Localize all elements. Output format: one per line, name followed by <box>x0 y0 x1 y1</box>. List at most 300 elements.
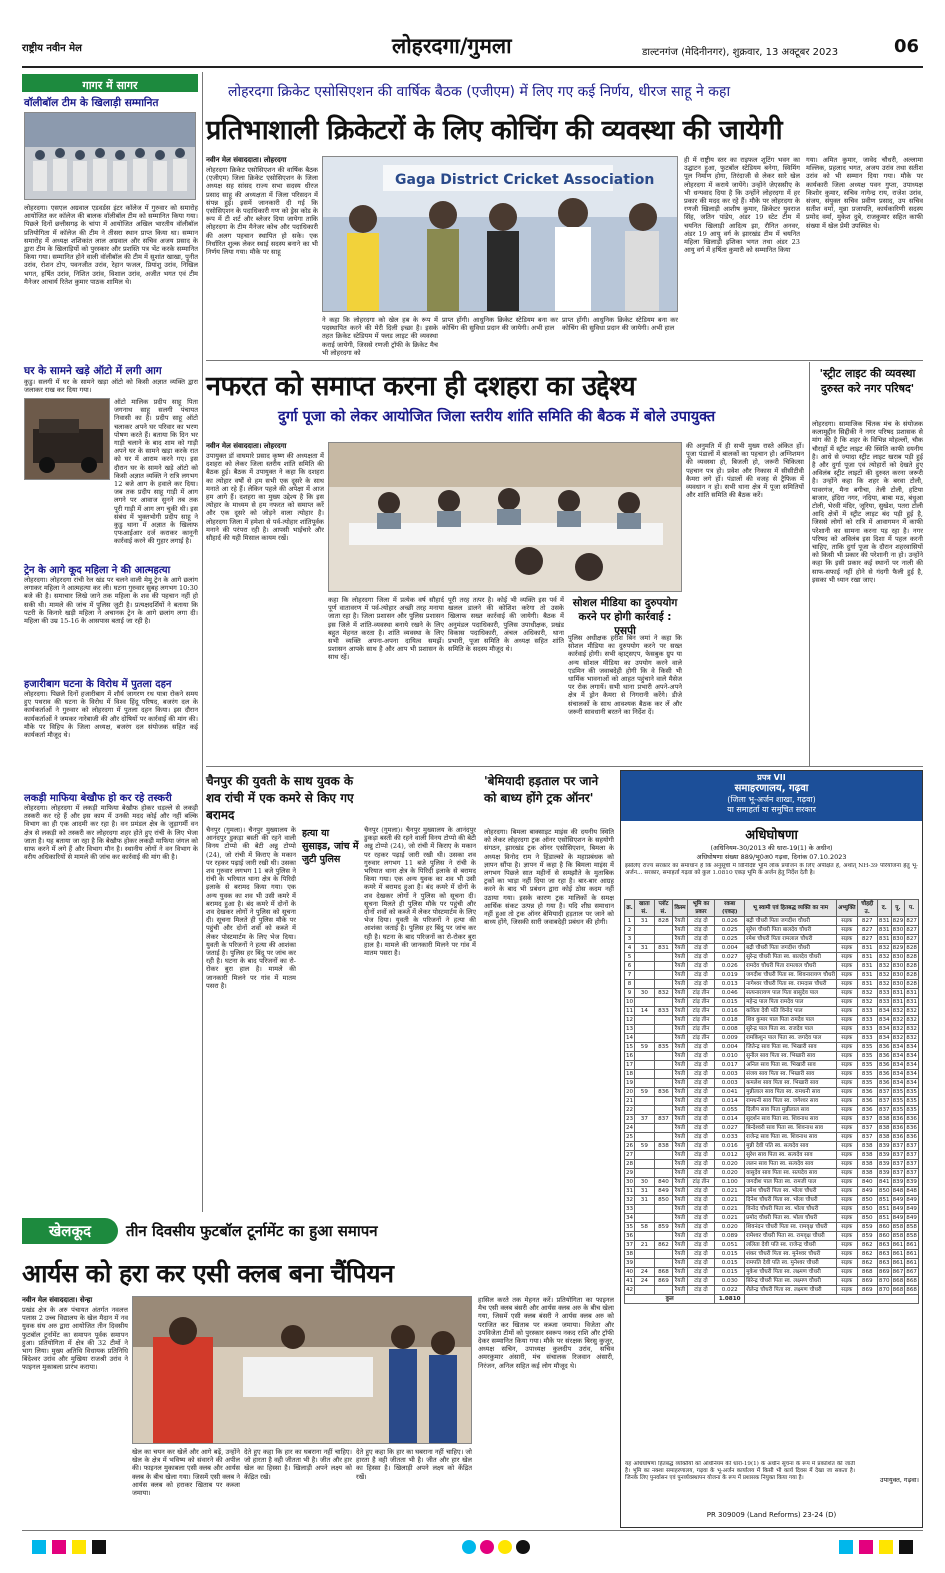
table-cell: 0.003 <box>715 1079 745 1088</box>
table-cell <box>635 1070 654 1079</box>
table-cell: टांड़ दो <box>687 962 715 971</box>
lead-kicker: लोहरदगा क्रिकेट एसोसिएशन की वार्षिक बैठक (एजीएम) में लिए गए कई निर्णय, धीरज साहू ने कहा <box>228 84 731 100</box>
table-cell: रैयती <box>673 944 687 953</box>
table-cell: 0.022 <box>715 1286 745 1295</box>
table-cell: 839 <box>878 1170 890 1176</box>
table-cell: 42 <box>626 1287 634 1293</box>
table-cell: 835 <box>857 1079 877 1088</box>
table-cell: 827 <box>857 926 877 935</box>
table-cell: 835 <box>654 1043 673 1052</box>
table-row <box>625 926 919 935</box>
table-row <box>625 1088 919 1097</box>
table-cell: 0.100 <box>715 1178 745 1187</box>
table-cell: 831 <box>878 936 890 942</box>
table-cell <box>635 1232 654 1241</box>
table-cell: 836 <box>878 1062 890 1068</box>
table-cell: ललिता देवी पति स्व. राजेन्द्र चौधरी <box>745 1241 837 1250</box>
table-cell: 21 <box>635 1241 654 1250</box>
table-cell: रैयती <box>673 1142 687 1151</box>
chainpur-body-a: चैनपुर (गुमला)। चैनपुर मुख्यालय के आनंदपुर डुकड़ा बस्ती की रहने वाली विनय टोप्पो की बेटी अन्नु टोप्पो (24), जो रांची में किराए के मकान पर रहकर पढ़ाई जारी रखी थी। उसका शव गुरुवार लगभग 11 बजे पुलिस ने रांची के भरियात थाना क्षेत्र के पिरिदी इलाके से बरामद किया गया। एक अन्य युवक का शव भी उसी कमरे में बरामद हुआ है। बंद कमरे में दोनों के शव देखकर लोगों ने पुलिस को सूचना दी। सूचना मिलते ही पुलिस मौके पर पहुंची और दोनों शवों को कब्जे में लेकर पोस्टमार्टम के लिए भेज दिया। युवती के परिजनों ने हत्या की आशंका जताई है। पुलिस हर बिंदु पर जांच कर रही है। घटना के बाद परिजनों का रो-रोकर बुरा हाल है। मामले की जानकारी मिलने पर गांव में मातम पसरा है। <box>206 826 296 990</box>
notice-col-header: प. <box>905 900 919 917</box>
table-cell: 868 <box>857 1268 877 1277</box>
table-cell: 830 <box>892 927 904 933</box>
table-cell: मुकेश चौधरी पिता स्व. लक्ष्मण चौधरी <box>745 1268 837 1277</box>
table-cell: 59 <box>635 1142 654 1151</box>
dussehra-photo <box>328 442 682 592</box>
table-cell: 23 <box>626 1116 634 1122</box>
table-cell: 831 <box>654 944 673 953</box>
table-cell: 837 <box>654 1115 673 1124</box>
table-cell: सड़क <box>837 1151 857 1160</box>
table-cell: 28 <box>626 1161 634 1167</box>
table-cell: टांड़ तीन <box>687 989 715 998</box>
table-cell: टांड़ दो <box>687 1070 715 1079</box>
table-cell: 0.018 <box>715 1016 745 1025</box>
table-cell: 850 <box>857 1214 877 1223</box>
table-cell: 837 <box>892 1170 904 1176</box>
table-row <box>625 1259 919 1268</box>
table-cell: रामकिशुन पाल पिता स्व. जगदेव पाल <box>745 1034 837 1043</box>
table-cell: 0.016 <box>715 1007 745 1016</box>
table-cell: 834 <box>878 1026 890 1032</box>
table-cell: 839 <box>878 1152 890 1158</box>
dussehra-col3: पूरी तरह तत्पर है। कोई भी व्यक्ति इस पर्व में खलल डालने की कोशिश करेगा तो उसके खिलाफ सख्त कार्रवाई की जायेगी। बैठक में अनुमंडल पदाधिकारी, पुलिस उपाधीक्षक, प्रखंड विकास पदाधिकारी, अंचल अधिकारी, थाना प्रभारी, पूजा समिति के अध्यक्ष सहित शांति समिति के सदस्य मौजूद थे। <box>448 596 564 654</box>
table-cell: 0.021 <box>715 1214 745 1223</box>
table-cell: रैयती <box>673 1169 687 1178</box>
sports-byline: नवीन मेल संवाददाता। सेन्हा <box>22 1296 93 1304</box>
table-cell <box>654 1286 673 1295</box>
table-cell: 9 <box>625 989 635 998</box>
table-cell: 859 <box>654 1223 673 1232</box>
table-cell: सड़क <box>837 953 857 962</box>
table-cell: 827 <box>857 917 877 926</box>
dussehra-right-rule <box>809 362 810 766</box>
table-cell: 0.004 <box>715 1043 745 1052</box>
table-cell: 0.015 <box>715 1259 745 1268</box>
table-cell: 0.003 <box>715 1070 745 1079</box>
table-cell: 869 <box>857 1286 877 1295</box>
table-cell: 831 <box>892 990 904 996</box>
table-cell: 13 <box>626 1026 634 1032</box>
table-cell: सड़क <box>837 1097 857 1106</box>
table-cell <box>635 1061 654 1070</box>
table-cell: 832 <box>906 1008 917 1014</box>
table-row <box>625 1277 919 1286</box>
table-cell: टांड़ दो <box>687 1241 715 1250</box>
sports-label: खेलकूद <box>49 1222 91 1240</box>
sports-col2: खेल का चयन कर खेलें और आगे बढ़ें, उन्होंने खेल के क्षेत्र में भविष्य को संवारने की अपील की। फाइनल मुकाबला एसी क्लब और आर्यस क्लब के बीच खेला गया। जिसमें एसी क्लब ने आर्यस क्लब को हराकर खिताब पर कब्जा जमाया। <box>132 1448 240 1498</box>
table-cell: रैयती <box>673 917 687 926</box>
table-cell: 30 <box>635 989 654 998</box>
table-cell: जितेन्द्र साव पिता स्व. भिखारी साव <box>745 1043 837 1052</box>
table-cell: प्रमोद चौधरी पिता स्व. भोला चौधरी <box>745 1214 837 1223</box>
table-cell <box>635 998 654 1007</box>
lead-col1: लोहरदगा क्रिकेट एसोसिएशन की वार्षिक बैठक (एजीएम) जिला क्रिकेट एसोसिएशन के जिला अध्यक्ष सह सांसद राज्य सभा सदस्य धीरज प्रसाद साहू की अध्यक्षता में जिला परिसदन में संपन्न हुई। इसमें जानकारी दी गई कि एसोसिएशन के पदाधिकारी गण को ड्रेस कोड के रूप में टी शर्ट और ब्लेजर दिया जायेगा ताकि लोहरदगा के टीम मैनेजर कोच और पदाधिकारी की अलग पहचान स्थापित हो सके। एक निर्धारित शुल्क लेकर स्थाई सदस्य बनाने का भी निर्णय लिया गया। मौके पर साहू <box>206 166 318 257</box>
table-cell: 834 <box>892 1071 904 1077</box>
table-cell: 834 <box>906 1044 917 1050</box>
left-column <box>22 70 198 1210</box>
table-cell: 836 <box>906 1125 917 1131</box>
table-cell: टांड़ दो <box>687 926 715 935</box>
table-cell <box>654 1214 673 1223</box>
table-cell: 838 <box>857 1169 877 1178</box>
table-cell: 830 <box>892 972 904 978</box>
table-cell: टांड़ दो <box>687 1250 715 1259</box>
story5-body: लोहरदगा। लोहरदगा में लकड़ी माफिया बेखौफ होकर धड़ल्ले से लकड़ी तस्करी कर रहे हैं और इस काम में उनकी मदद कोई और नहीं बल्कि विभाग का ही एक आदमी कर रहा है। वन प्रमंडल क्षेत्र के जुड़ागर्मी वन क्षेत्र से लकड़ी को तस्करी कर लोहरदगा शहर होते हुए रांची के लिए भेजा जाता है। यह बताया जा रहा है कि बेखौफ होकर लकड़ी माफिया जंगल को साफ करने में लगे हैं और विभाग मौन है। स्थानीय लोगों ने वन विभाग के वरीय अधिकारियों से मामले की जांच कर कार्रवाई की मांग की है। <box>24 804 198 862</box>
table-cell: 35 <box>626 1224 634 1230</box>
table-cell: सड़क <box>837 917 857 926</box>
table-cell: 24 <box>626 1125 634 1131</box>
lead-photo-art <box>323 157 678 312</box>
table-cell: सड़क <box>837 989 857 998</box>
table-cell: सड़क <box>837 980 857 989</box>
table-cell: रैयती <box>673 953 687 962</box>
sports-col3b: देते हुए कहा कि हार का घबराना नहीं चाहिए। जो हारता है वही जीतता भी है। जीत और हार खेल का हिस्सा है। खिलाड़ी अपने लक्ष्य को केंद्रित रखें। <box>356 1448 472 1481</box>
table-cell: 835 <box>857 1052 877 1061</box>
brand-logo <box>22 36 112 58</box>
table-cell: 12 <box>626 1017 634 1023</box>
table-cell: 828 <box>906 981 917 987</box>
table-cell: महेन्द्र पाल पिता रामदेव पाल <box>745 998 837 1007</box>
table-cell: 834 <box>892 1062 904 1068</box>
streetlight-story <box>812 362 923 766</box>
table-cell: रैयती <box>673 1196 687 1205</box>
table-cell <box>635 1160 654 1169</box>
table-cell: ललन साव पिता स्व. सत्यदेव साव <box>745 1160 837 1169</box>
table-cell: टांड़ तीन <box>687 1025 715 1034</box>
table-cell: 0.014 <box>715 1097 745 1106</box>
table-cell: 0.020 <box>715 1223 745 1232</box>
left-banner-label: गागर में सागर <box>82 79 138 92</box>
table-cell: 836 <box>892 1116 904 1122</box>
table-cell <box>654 1106 673 1115</box>
table-cell <box>635 926 654 935</box>
table-row <box>625 1025 919 1034</box>
table-cell: टांड़ दो <box>687 1187 715 1196</box>
table-cell: 859 <box>857 1232 877 1241</box>
table-cell <box>635 962 654 971</box>
sports-banner <box>22 1218 462 1244</box>
table-cell: 11 <box>626 1008 634 1014</box>
table-cell: 31 <box>626 1188 634 1194</box>
table-cell: मुन्नीलाल साव पिता स्व. रामधनी साव <box>745 1088 837 1097</box>
table-cell <box>635 1124 654 1133</box>
table-cell: सड़क <box>837 1178 857 1187</box>
table-cell: 850 <box>654 1196 673 1205</box>
lead-bottom-rule <box>206 360 923 361</box>
table-cell: रामपति देवी पति स्व. मुनेश्वर चौधरी <box>745 1259 837 1268</box>
table-cell: 836 <box>857 1097 877 1106</box>
table-cell: सड़क <box>837 1124 857 1133</box>
table-cell <box>654 1151 673 1160</box>
table-cell: 32 <box>626 1197 634 1203</box>
notice-subtitle2: अधिघोषणा संख्या 889/भू0अ0 गढ़वा, दिनांक 07.10.2023 <box>696 853 847 861</box>
table-cell: रैयती <box>673 1034 687 1043</box>
notice-table-body <box>625 917 919 1304</box>
table-cell: रैयती <box>673 1097 687 1106</box>
table-cell: रमेश चौधरी पिता रामलाल चौधरी <box>745 935 837 944</box>
table-cell: 867 <box>892 1269 904 1275</box>
table-cell: जगदीश पाल पिता स्व. रामजी पाल <box>745 1178 837 1187</box>
table-cell: रैयती <box>673 1151 687 1160</box>
table-cell: सड़क <box>837 926 857 935</box>
table-row <box>625 1205 919 1214</box>
table-cell: 839 <box>878 1161 890 1167</box>
table-cell: 22 <box>626 1107 634 1113</box>
table-cell: 836 <box>857 1106 877 1115</box>
streetlight-headline: 'स्ट्रीट लाइट की व्यवस्था दुरुस्त करे नगर परिषद' <box>819 367 916 395</box>
social-media-box <box>568 596 682 758</box>
table-cell: रैयती <box>673 1124 687 1133</box>
table-cell: 0.027 <box>715 953 745 962</box>
table-cell: 836 <box>892 1134 904 1140</box>
table-cell: रैयती <box>673 1223 687 1232</box>
table-cell: सड़क <box>837 998 857 1007</box>
table-cell: 834 <box>906 1062 917 1068</box>
table-cell: 831 <box>878 918 890 924</box>
table-cell: 31 <box>635 917 654 926</box>
table-cell: 830 <box>892 954 904 960</box>
table-cell: 851 <box>878 1197 890 1203</box>
table-cell: राजेन्द्र साव पिता स्व. शिवनाथ साव <box>745 1133 837 1142</box>
table-cell: सुरेन्द्र पाल पिता स्व. राजदेव पाल <box>745 1025 837 1034</box>
table-cell <box>654 980 673 989</box>
table-cell: 834 <box>892 1053 904 1059</box>
table-cell: टांड़ दो <box>687 1277 715 1286</box>
table-cell: 858 <box>906 1233 917 1239</box>
table-row <box>625 1286 919 1295</box>
table-cell: टांड़ दो <box>687 1115 715 1124</box>
table-row <box>625 980 919 989</box>
table-cell: टांड़ दो <box>687 935 715 944</box>
chainpur-headline: चैनपुर की युवती के साथ युवक के शव रांची में एक कमरे से किए गए बरामद <box>206 774 354 822</box>
table-cell <box>635 1259 654 1268</box>
table-cell: 832 <box>878 945 890 951</box>
dussehra-photo-art <box>329 443 682 592</box>
table-cell: रैयती <box>673 1133 687 1142</box>
masthead <box>22 30 923 70</box>
story2-body: ऑटो मालिक प्रदीप साहू पिता जगनाथ साहू सलगी पंचायत निवासी का है। प्रदीप साहू ऑटो चलाकर अपने घर परिवार का भरण पोषण करते हैं। बताया कि दिन भर गाड़ी चलाने के बाद शाम को गाड़ी अपने घर के सामने खड़ा करके रात को घर में आराम करने गए। इस दौरान घर के सामने खड़े ऑटो को किसी अज्ञात व्यक्ति ने रात्रि लगभग 12 बजे आग के हवाले कर दिया। जब तक प्रदीप साहू गाड़ी में आग लगने पर आवाज सुनने तब तक पूरी गाड़ी में आग लग चुकी थी। इस संबंध में भुक्तभोगी प्रदीप साहू ने कुडु थाना में अज्ञात के खिलाफ एफआईआर दर्ज कराकर कानूनी कार्रवाई करने की गुहार लगाई है। <box>114 398 198 546</box>
dateline: डाल्टनगंज (मेदिनीनगर), शुक्रवार, 13 अक्टूबर 2023 <box>642 47 839 58</box>
dussehra-bottom-rule <box>206 766 923 767</box>
table-cell: 861 <box>906 1260 917 1266</box>
strike-headline: 'बेमियादी हड़ताल पर जाने को बाध्य होंगे ट्रक ऑनर' <box>484 774 599 805</box>
color-swatch-black-right <box>899 1540 913 1554</box>
table-cell <box>635 1079 654 1088</box>
table-cell: 828 <box>906 963 917 969</box>
table-cell: सड़क <box>837 971 857 980</box>
table-cell: 24 <box>635 1268 654 1277</box>
table-cell: 838 <box>878 1125 890 1131</box>
table-cell: 828 <box>906 972 917 978</box>
table-cell: 37 <box>635 1115 654 1124</box>
table-row <box>625 1232 919 1241</box>
table-cell: 40 <box>626 1269 634 1275</box>
table-cell: 0.014 <box>715 1115 745 1124</box>
table-cell: 838 <box>654 1142 673 1151</box>
table-cell: 850 <box>857 1205 877 1214</box>
table-cell: 862 <box>857 1241 877 1250</box>
story4-headline: हजारीबाग घटना के विरोध में पुतला दहन <box>24 679 172 690</box>
table-cell: 836 <box>906 1134 917 1140</box>
table-cell: 832 <box>892 1017 904 1023</box>
burnt-auto-art <box>25 399 110 480</box>
story3-body: लोहरदगा। लोहरदगा रांची रेल खंड पर चलने वाली मेमू ट्रेन के आगे छलांग लगाकर महिला ने आत्महत्या कर ली। घटना गुरुवार सुबह लगभग 10:30 बजे की है। समाचार लिखे जाने तक महिला के शव की पहचान नहीं हो सकी थी। मामले की जांच में पुलिस जुटी है। प्रत्यक्षदर्शियों ने बताया कि पटरी के किनारे खड़ी महिला ने अचानक ट्रेन के आगे छलांग लगा दी। महिला की उम्र 15-16 के आसपास बताई जा रही है। <box>24 576 198 626</box>
table-cell <box>654 1124 673 1133</box>
table-cell: 831 <box>857 962 877 971</box>
table-cell: बद्री चौधरी पिता जगदीश चौधरी <box>745 917 837 926</box>
color-swatch-cyan <box>32 1540 46 1554</box>
notice-header-line1: प्रपत्र VII <box>757 773 786 782</box>
table-cell: 15 <box>626 1044 634 1050</box>
sports-story <box>22 1296 614 1518</box>
table-cell: टांड़ दो <box>687 1151 715 1160</box>
table-cell: 858 <box>906 1224 917 1230</box>
table-cell: वासुदेव साव पिता स्व. सत्यदेव साव <box>745 1169 837 1178</box>
table-cell: 839 <box>906 1179 917 1185</box>
table-row <box>625 1223 919 1232</box>
table-cell: टांड़ दो <box>687 1232 715 1241</box>
table-cell <box>654 998 673 1007</box>
notice-table-header <box>625 900 919 917</box>
table-cell: रैयती <box>673 1079 687 1088</box>
table-cell: रैयती <box>673 1241 687 1250</box>
table-cell: 0.027 <box>715 1124 745 1133</box>
table-cell: 834 <box>878 1035 890 1041</box>
table-cell: 868 <box>892 1278 904 1284</box>
sports-label-box <box>22 1218 118 1244</box>
table-cell: 833 <box>878 999 890 1005</box>
table-cell <box>635 1052 654 1061</box>
table-cell: 39 <box>626 1260 634 1266</box>
color-swatch-yellow <box>72 1540 86 1554</box>
table-cell: शिवनंदन चौधरी पिता स्व. रामवृक्ष चौधरी <box>745 1223 837 1232</box>
table-cell: 0.026 <box>715 917 745 926</box>
notice-col-header: चौहद्दी उ. <box>857 900 877 917</box>
table-cell: रैयती <box>673 1106 687 1115</box>
dussehra-col1: उपायुक्त डॉ वाघमारे प्रसाद कृष्ण की अध्यक्षता में दशहरा को लेकर जिला स्तरीय शांति समिति की बैठक हुई। बैठक में उपायुक्त ने कहा कि दशहरा का त्योहार वर्षों से हम सभी एक दूसरे के साथ मनाते आ रहे हैं। लेकिन पहले की अपेक्षा में आज हम आगे हैं। दशहरा का मुख्य उद्देश्य है कि इस त्योहार के माध्यम से हम नफरत को समाप्त करें और एक दूसरे को जोड़ने वाला त्योहार है। लोहरदगा जिला में हमेशा से पर्व-त्योहार शांतिपूर्वक मनाने की परंपरा रही है। आपसी भाईचारे और सौहार्द की यही मिसाल कायम रखें। <box>206 452 324 543</box>
table-cell: सड़क <box>837 944 857 953</box>
table-cell <box>635 980 654 989</box>
table-row <box>625 1133 919 1142</box>
table-cell <box>654 1061 673 1070</box>
table-cell: टांड़ तीन <box>687 1007 715 1016</box>
volleyball-team-photo <box>24 112 196 200</box>
table-cell: 863 <box>878 1260 890 1266</box>
table-cell <box>654 1079 673 1088</box>
section-title: लोहरदगा/गुमला <box>392 34 512 58</box>
table-cell: 868 <box>892 1287 904 1293</box>
table-cell: 837 <box>906 1143 917 1149</box>
table-cell: 0.016 <box>715 1142 745 1151</box>
table-cell: 58 <box>635 1223 654 1232</box>
table-row <box>625 1052 919 1061</box>
lead-col3: प्राप्त होंगी। आधुनिक क्रिकेट स्टेडियम बना कर कोचिंग की सुविधा प्रदान की जायेगी। अभी हाल <box>442 316 558 333</box>
table-cell: रैयती <box>673 1088 687 1097</box>
table-cell <box>635 971 654 980</box>
color-swatch-black <box>92 1540 106 1554</box>
table-cell: मुन्नी देवी पति स्व. सत्यदेव साव <box>745 1142 837 1151</box>
table-cell: 861 <box>892 1260 904 1266</box>
table-cell: 835 <box>857 1070 877 1079</box>
table-cell: रैयती <box>673 935 687 944</box>
table-cell <box>654 1025 673 1034</box>
table-cell: 837 <box>906 1170 917 1176</box>
table-cell: कमलेश साव पिता स्व. भिखारी साव <box>745 1079 837 1088</box>
table-cell: जगदीश चौधरी पिता स्व. शिवनारायण चौधरी <box>746 972 836 978</box>
table-cell: 31 <box>635 1196 654 1205</box>
table-cell: 835 <box>906 1089 917 1095</box>
table-cell: टांड़ दो <box>687 1160 715 1169</box>
table-cell: 0.009 <box>715 1034 745 1043</box>
table-cell: उमेश चौधरी पिता स्व. भोला चौधरी <box>745 1187 837 1196</box>
chainpur-sidebar: हत्या या सुसाइड, जांच में जुटी पुलिस <box>302 828 359 865</box>
table-row <box>625 1043 919 1052</box>
table-cell: रैयती <box>673 1061 687 1070</box>
table-cell: 828 <box>906 954 917 960</box>
left-column-divider <box>202 72 203 1212</box>
table-cell: 34 <box>626 1215 634 1221</box>
table-row <box>625 1115 919 1124</box>
sports-col3: देते हुए कहा कि हार का घबराना नहीं चाहिए। जो हारता है वही जीतता भी है। जीत और हार खेल का हिस्सा है। खिलाड़ी अपने लक्ष्य को केंद्रित रखें। <box>244 1448 352 1481</box>
table-cell: शिव कुमार पाल पिता रामदेव पाल <box>745 1016 837 1025</box>
table-cell: 832 <box>878 954 890 960</box>
table-cell: रैयती <box>673 1007 687 1016</box>
table-cell: 38 <box>626 1251 634 1257</box>
table-cell: 848 <box>906 1188 917 1194</box>
table-cell: सड़क <box>837 1187 857 1196</box>
table-cell: टांड़ दो <box>687 917 715 926</box>
table-cell: 0.055 <box>715 1106 745 1115</box>
table-cell: टांड़ दो <box>687 1268 715 1277</box>
page-number: 06 <box>894 36 920 57</box>
table-cell: सुरेश साव पिता स्व. सत्यदेव साव <box>745 1151 837 1160</box>
table-cell: टांड़ दो <box>687 1142 715 1151</box>
table-cell: दिनेश चौधरी पिता स्व. भोला चौधरी <box>745 1196 837 1205</box>
table-cell: रैयती <box>673 962 687 971</box>
sports-col1: प्रखंड क्षेत्र के अरु पंचायत अंतर्गत नवलत्त पलास 2 उच्च विद्यालय के खेल मैदान में नव युवक संघ अरु द्वारा आयोजित तीन दिवसीय फुटबॉल टूर्नामेंट का समापन पूर्वक समापन हुआ। प्रतियोगिता में क्षेत्र की 32 टीमों ने भाग लिया। मुख्य अतिथि विधायक प्रतिनिधि बिंदेश्वर उरांव और मुखिया राजश्री उरांव ने फाइनल मुकाबला प्रारंभ कराया। <box>22 1306 128 1372</box>
dussehra-story <box>206 362 806 762</box>
table-cell: सड़क <box>837 1214 857 1223</box>
table-cell: 26 <box>626 1143 634 1149</box>
table-row <box>625 1187 919 1196</box>
table-cell: 827 <box>906 918 917 924</box>
notice-table-wrap <box>624 899 919 1459</box>
table-cell: सड़क <box>837 1169 857 1178</box>
table-cell: 0.008 <box>715 1025 745 1034</box>
table-cell: सड़क <box>837 962 857 971</box>
table-cell: शैलेन्द्र चौधरी पिता स्व. लक्ष्मण चौधरी <box>745 1286 837 1295</box>
table-cell: 835 <box>857 1043 877 1052</box>
table-cell: 836 <box>878 1053 890 1059</box>
table-cell: 0.019 <box>715 971 745 980</box>
table-cell <box>635 1250 654 1259</box>
table-cell: 31 <box>635 1187 654 1196</box>
table-cell: 0.025 <box>715 926 745 935</box>
table-cell: सड़क <box>837 1250 857 1259</box>
table-cell: 0.026 <box>715 962 745 971</box>
bottom-rule <box>22 1530 923 1531</box>
table-cell: 25 <box>626 1134 634 1140</box>
table-cell: रैयती <box>673 1277 687 1286</box>
table-row <box>625 1268 919 1277</box>
table-cell: 10 <box>626 999 634 1005</box>
table-cell: सड़क <box>837 1286 857 1295</box>
story2-subhead: कुडु। सलगी में घर के सामने खड़ा ऑटो को किसी अज्ञात व्यक्ति द्वारा जलाकर राख कर दिया गया। <box>24 378 198 395</box>
social-media-body: पुलिस अधीक्षक हरीश बिन जमां ने कहा कि सोशल मीडिया का दुरुपयोग करने पर सख्त कार्रवाई होगी। सभी व्हाट्सएप, फेसबुक ग्रुप या अन्य सोशल मीडिया का उपयोग करने वाले एडमिन की जवाबदेही होगी कि वे किसी भी धार्मिक भावनाओं को आहत पहुंचाने वाले मैसेज पर रोक लगायें। सभी थाना प्रभारी अपने-अपने क्षेत्र में ड्रोन कैमरा से निगरानी करेंगे। डीजे संचालकों के साथ आवश्यक बैठक कर लें और जरूरी सावधानी बरतने का निर्देश दें। <box>568 634 682 716</box>
table-cell: रैयती <box>673 998 687 1007</box>
table-cell: 840 <box>654 1178 673 1187</box>
